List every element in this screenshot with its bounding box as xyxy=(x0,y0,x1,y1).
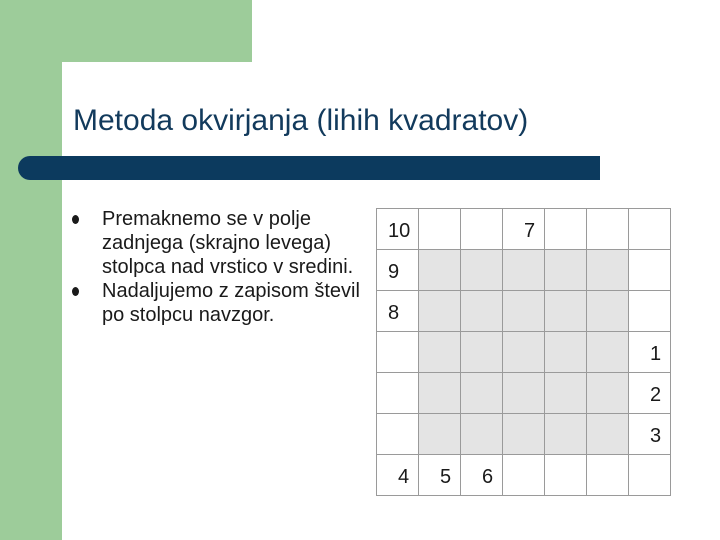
grid-number: 6 xyxy=(482,466,494,488)
magic-square-grid xyxy=(376,208,670,495)
grid-cell xyxy=(460,372,503,414)
grid-cell xyxy=(460,331,503,373)
grid-cell xyxy=(460,249,503,291)
grid-number: 3 xyxy=(650,425,662,447)
grid-cell xyxy=(586,331,629,373)
grid-cell xyxy=(628,290,671,332)
grid-number: 10 xyxy=(388,220,411,242)
grid-number: 2 xyxy=(650,384,662,406)
grid-cell xyxy=(586,413,629,455)
grid-cell xyxy=(376,372,419,414)
grid-cell xyxy=(586,249,629,291)
bullet-dot-icon xyxy=(72,287,79,296)
grid-cell xyxy=(628,454,671,496)
bullet-item xyxy=(70,207,360,279)
grid-cell xyxy=(418,331,461,373)
grid-cell xyxy=(376,413,419,455)
bullet-item xyxy=(70,279,360,327)
grid-cell xyxy=(502,331,545,373)
slide-title: Metoda okvirjanja (lihih kvadratov) xyxy=(73,104,529,137)
bullet-dot-icon xyxy=(72,215,79,224)
grid-cell xyxy=(460,290,503,332)
grid-cell xyxy=(544,454,587,496)
grid-number: 5 xyxy=(440,466,452,488)
grid-number: 9 xyxy=(388,261,400,283)
bullet-text: Nadaljujemo z zapisom števil po stolpcu navzgor. xyxy=(102,280,360,326)
grid-cell xyxy=(502,372,545,414)
grid-cell xyxy=(628,208,671,250)
grid-cell xyxy=(544,208,587,250)
grid-cell xyxy=(544,290,587,332)
grid-cell xyxy=(376,331,419,373)
title-underline-bar xyxy=(18,156,600,180)
grid-cell xyxy=(544,372,587,414)
grid-cell xyxy=(418,290,461,332)
bullet-list xyxy=(70,207,360,327)
grid-cell xyxy=(544,331,587,373)
grid-cell xyxy=(502,290,545,332)
grid-cell xyxy=(544,249,587,291)
grid-cell xyxy=(586,290,629,332)
grid-cell xyxy=(502,413,545,455)
grid-number: 1 xyxy=(650,343,662,365)
bullet-text: Premaknemo se v polje zadnjega (skrajno levega) stolpca nad vrstico v sredini. xyxy=(102,208,354,278)
grid-cell xyxy=(460,208,503,250)
grid-cell xyxy=(418,413,461,455)
grid-cell xyxy=(544,413,587,455)
grid-cell xyxy=(418,249,461,291)
grid-cell xyxy=(586,208,629,250)
grid-cell xyxy=(586,372,629,414)
grid-cell xyxy=(586,454,629,496)
grid-cell xyxy=(418,372,461,414)
grid-cell xyxy=(502,249,545,291)
grid-number: 4 xyxy=(398,466,410,488)
grid-number: 7 xyxy=(524,220,536,242)
grid-cell xyxy=(418,208,461,250)
decor-green-left xyxy=(0,0,62,540)
grid-cell xyxy=(628,249,671,291)
grid-number: 8 xyxy=(388,302,400,324)
grid-cell xyxy=(502,454,545,496)
grid-cell xyxy=(460,413,503,455)
